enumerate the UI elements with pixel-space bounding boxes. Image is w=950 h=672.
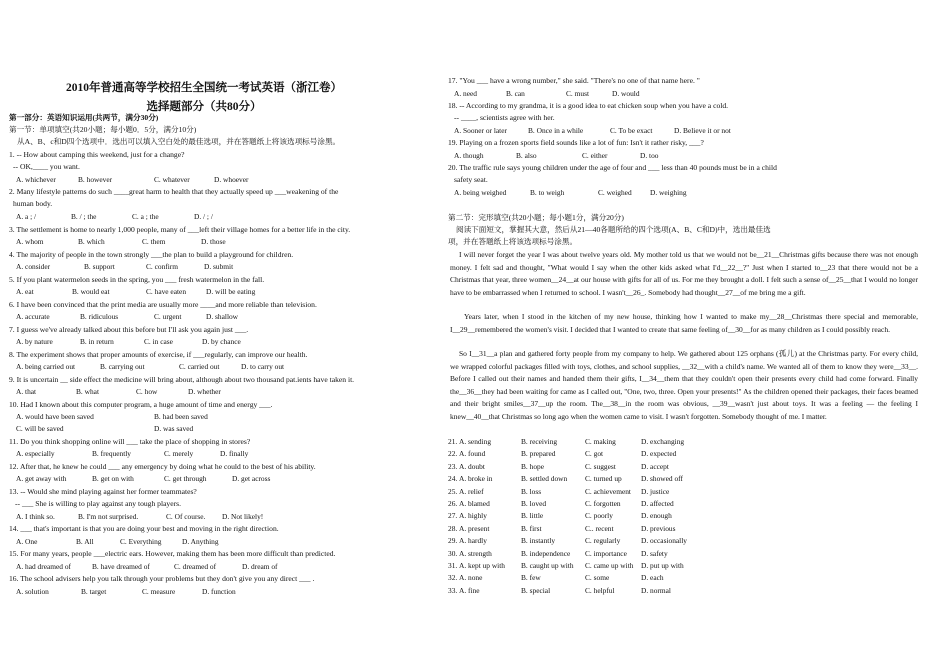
question-2-stem: 2. Many lifestyle patterns do such ____great harm to health that they actually speed up ___weakening of the — [9, 187, 339, 196]
section2-instruction-2: 项，并在答题纸上将该选项标号涂黑。 — [448, 237, 578, 246]
option[interactable]: A. I think so. — [16, 512, 55, 521]
option[interactable]: C. Of course. — [166, 512, 206, 521]
option[interactable]: D. too — [640, 151, 659, 160]
option[interactable]: A. eat — [16, 287, 34, 296]
question-8-stem: 8. The experiment shows that proper amounts of exercise, if ___regularly, can improve our health. — [9, 350, 308, 359]
option[interactable]: D. normal — [641, 585, 671, 595]
option[interactable]: A. accurate — [16, 312, 50, 321]
passage-paragraph-3: So I__31__a plan and gathered forty people from my company to help. We gathered about 125 orphans (孤儿) at the Christmas party. For every child, we wrapped colorful packages filled with toys, clothes, and school supplies, __32__with a child's name. We wanted all of them to know they were__33__. Before I called out their names and handed them their gifts, I__34__them that they couldn't open their presents every child had come forward. Finally the__36__they had been waiting for came as I called out, "One, two, three. Open your presents!" As the children opened their packages, their faces beamed and their bright smiles__37__up the room. The__38__in the room was obvious, __39__wasn't just about toys. It was a feeling — the feeling I knew__40__that Christmas so long ago when the women came to visit. I wasn't forgotten. Somebody thought of me. I matter. — [450, 349, 918, 421]
question-15-stem: 15. For many years, people ___electric ears. However, making them has been more difficult than predicted. — [9, 549, 336, 558]
option[interactable]: D. each — [641, 573, 664, 583]
page-title: 2010年普通高等学校招生全国统一考试英语（浙江卷） — [66, 82, 342, 94]
option[interactable]: C. urgent — [154, 312, 182, 321]
option[interactable]: C. must — [566, 89, 589, 98]
question-13-stem-2: -- ___ She is willing to play against any tough players. — [15, 499, 181, 508]
option[interactable]: A. relief — [459, 486, 484, 496]
option[interactable]: B. also — [516, 151, 537, 160]
option[interactable]: A. need — [454, 89, 477, 98]
question-18-stem: 18. -- According to my grandma, it is a good idea to eat chicken soup when you have a cold. — [448, 101, 729, 110]
option[interactable]: C. have eaten — [146, 287, 187, 296]
option[interactable]: A. though — [454, 151, 484, 160]
option[interactable]: A. a ; / — [16, 212, 37, 221]
question-10-stem: 10. Had I known about this computer program, a huge amount of time and energy ___. — [9, 400, 273, 409]
question-12-stem: 12. After that, he knew he could ___ any emergency by doing what he could to the best of his ability. — [9, 462, 316, 471]
option[interactable]: D. shallow — [206, 312, 239, 321]
option[interactable]: C. how — [136, 387, 158, 396]
option[interactable]: A. solution — [16, 587, 49, 596]
option[interactable]: A. being weighed — [454, 188, 507, 197]
option[interactable]: A. doubt — [459, 461, 485, 471]
option[interactable]: A. whom — [16, 237, 44, 246]
question-1-stem: 1. -- How about camping this weekend, just for a change? — [9, 150, 185, 159]
option[interactable]: B. what — [76, 387, 99, 396]
option[interactable]: A. especially — [16, 449, 55, 458]
option[interactable]: A. get away with — [16, 474, 67, 483]
option[interactable]: B. ridiculous — [80, 312, 119, 321]
option[interactable]: D. showed off — [641, 474, 683, 484]
cloze-number: 30. — [448, 548, 458, 558]
cloze-number: 33. — [448, 585, 458, 595]
option[interactable]: A. Sooner or later — [454, 126, 507, 135]
page-subtitle: 选择题部分（共80分） — [146, 101, 262, 113]
option[interactable]: A. whichever — [16, 175, 56, 184]
option[interactable]: C. carried out — [179, 362, 220, 371]
option[interactable]: C. either — [582, 151, 608, 160]
question-3-stem: 3. The settlement is home to nearly 1,000 people, many of ___left their village homes for a better life in the city. — [9, 225, 351, 234]
option[interactable]: D. Believe it or not — [674, 126, 731, 135]
option[interactable]: C. them — [142, 237, 166, 246]
question-16-stem: 16. The school advisers help you talk through your problems but they don't give you any direct ___ . — [9, 574, 315, 583]
option[interactable]: D. safety — [641, 548, 668, 558]
option[interactable]: A. consider — [16, 262, 51, 271]
option[interactable]: D. previous — [641, 523, 676, 533]
cloze-number: 21. — [448, 437, 458, 446]
option[interactable]: C. whatever — [154, 175, 190, 184]
cloze-number: 29. — [448, 536, 458, 546]
option[interactable]: D. weighing — [650, 188, 687, 197]
option[interactable]: D. will be eating — [206, 287, 256, 296]
option[interactable]: D. put up with — [641, 561, 684, 570]
option[interactable]: A. by nature — [16, 337, 53, 346]
option[interactable]: B. target — [81, 587, 107, 596]
passage-paragraph-2: Years later, when I stood in the kitchen of my new house, thinking how I wanted to make my__28__Christmas there special and memorable, I__29__remembered the women's visit. I decided that I wanted to create that same feeling of__30__for as many children as I could possibly reach. — [450, 312, 918, 334]
option[interactable]: C. a ; the — [132, 212, 159, 221]
option[interactable]: D. / ; / — [194, 212, 213, 221]
section1-heading: 第一节：单项填空(共20小题；每小题0．5分，满分10分) — [9, 125, 197, 134]
question-4-stem: 4. The majority of people in the town strongly ___the plan to build a playground for children. — [9, 250, 294, 259]
question-7-stem: 7. I guess we've already talked about this before but I'll ask you again just ___. — [9, 325, 249, 334]
option[interactable]: B. have dreamed of — [92, 562, 150, 571]
option[interactable]: D. affected — [641, 499, 674, 508]
option[interactable]: D. whoever — [214, 175, 249, 184]
option[interactable]: B. had been saved — [154, 412, 208, 421]
option[interactable]: C. making — [585, 437, 616, 446]
option[interactable]: A. found — [459, 449, 486, 459]
option[interactable]: A. blamed — [459, 499, 490, 508]
option[interactable]: C.. recent — [585, 523, 614, 533]
section2-instruction: 阅读下面短文，掌握其大意，然后从21—40各题所给的四个选项(A、B、C和D)中，选出最佳选 — [456, 225, 771, 234]
option[interactable]: D. finally — [220, 449, 249, 458]
option[interactable]: C. confirm — [146, 262, 179, 271]
cloze-number: 28. — [448, 523, 458, 533]
option[interactable]: C. dreamed of — [174, 562, 217, 571]
option[interactable]: A. none — [459, 573, 483, 583]
option[interactable]: B. to weigh — [530, 188, 565, 197]
option[interactable]: B. few — [521, 573, 541, 583]
part1-heading: 第一部分：英语知识运用(共两节，满分30分) — [9, 113, 159, 122]
option[interactable]: A. broke in — [459, 474, 493, 484]
passage-paragraph-1: I will never forget the year I was about twelve years old. My mother told us that we would not be__21__Christmas gifts because there was not enough money. I felt sad and thought, "What would I say when the other kids asked what I'd__22__?" Just when I started to__23 that there would not be a Christmas that year, three women__24__at our house with gifts for all of us. For me they brought a doll. I felt such a sense of__25__that I would no longer have to be embarrassed when I returned to school. I wasn't__26_. Somebody had thought__27__of me bring me a gift. — [450, 250, 918, 297]
cloze-number: 27. — [448, 511, 458, 521]
option[interactable]: C. measure — [142, 587, 176, 596]
option[interactable]: B. Once in a while — [528, 126, 584, 135]
option[interactable]: A. hardly — [459, 536, 487, 546]
cloze-number: 31. — [448, 561, 458, 570]
option[interactable]: A. strength — [459, 548, 492, 558]
option[interactable]: D. whether — [188, 387, 221, 396]
option[interactable]: C. suggest — [585, 461, 616, 471]
option[interactable]: D. accept — [641, 461, 669, 471]
option[interactable]: D. get across — [232, 474, 271, 483]
option[interactable]: A. sending — [459, 437, 492, 446]
option[interactable]: B. / ; the — [71, 212, 97, 221]
option[interactable]: D. function — [202, 587, 236, 596]
option[interactable]: C. some — [585, 573, 610, 583]
option[interactable]: A. that — [16, 387, 37, 396]
option[interactable]: A. present — [459, 523, 490, 533]
option[interactable]: C. will be saved — [16, 424, 64, 433]
option[interactable]: D. to carry out — [241, 362, 285, 371]
option[interactable]: B. All — [76, 537, 94, 546]
question-5-stem: 5. If you plant watermelon seeds in the spring, you ___ fresh watermelon in the fall. — [9, 275, 265, 284]
option[interactable]: C. came up with — [585, 561, 634, 570]
option[interactable]: B. instantly — [521, 536, 556, 546]
option[interactable]: D. those — [201, 237, 226, 246]
option[interactable]: B. independence — [521, 548, 571, 558]
option[interactable]: A. would have been saved — [16, 412, 94, 421]
option[interactable]: B. support — [84, 262, 115, 271]
cloze-number: 24. — [448, 474, 458, 484]
option[interactable]: B. however — [78, 175, 113, 184]
option[interactable]: B. settled down — [521, 474, 568, 484]
question-1-stem-2: -- OK,____ you want. — [13, 162, 80, 171]
option[interactable]: C. achievement — [585, 486, 631, 496]
cloze-number: 22. — [448, 449, 458, 459]
option[interactable]: C. forgotten — [585, 499, 621, 508]
option[interactable]: B. in return — [80, 337, 114, 346]
option[interactable]: C. merely — [164, 449, 194, 458]
cloze-number: 32. — [448, 573, 458, 583]
option[interactable]: C. importance — [585, 548, 627, 558]
option[interactable]: C. helpful — [585, 585, 615, 595]
section1-instruction: 从A、B、c和D四个选项中．选出可以填入空白处的最佳选项，并在答题纸上将该选项标号涂黑。 — [17, 137, 341, 146]
question-11-stem: 11. Do you think shopping online will ___ take the place of shopping in stores? — [9, 437, 251, 446]
question-13-stem: 13. -- Would she mind playing against her former teammates? — [9, 487, 197, 496]
option[interactable]: B. first — [521, 523, 542, 533]
section2-heading: 第二节：完形填空(共20小题；每小题1分，满分20分) — [448, 213, 624, 222]
question-20-stem-2: safety seat. — [454, 175, 488, 184]
option[interactable]: B. loss — [521, 486, 542, 496]
question-18-stem-2: -- ____, scientists agree with her. — [454, 113, 555, 122]
option[interactable]: A. kept up with — [459, 561, 505, 570]
option[interactable]: D. Not likely! — [222, 512, 264, 521]
option[interactable]: B. caught up with — [521, 561, 574, 570]
option[interactable]: B. I'm not surprised. — [78, 512, 139, 521]
option[interactable]: B. would eat — [72, 287, 110, 296]
cloze-number: 23. — [448, 461, 458, 471]
option[interactable]: D. Anything — [182, 537, 219, 546]
option[interactable]: B. hope — [521, 461, 544, 471]
option[interactable]: D. submit — [204, 262, 234, 271]
question-17-stem: 17. "You ___ have a wrong number," she said. "There's no one of that name here. " — [448, 76, 700, 85]
option[interactable]: C. get through — [164, 474, 207, 483]
question-20-stem: 20. The traffic rule says young children under the age of four and ___ less than 40 pounds must be in a child — [448, 163, 777, 172]
question-2-stem-2: human body. — [13, 199, 53, 208]
option[interactable]: A. fine — [459, 585, 480, 595]
option[interactable]: B. loved — [521, 499, 547, 508]
option[interactable]: B. receiving — [521, 437, 558, 446]
option[interactable]: B. which — [78, 237, 105, 246]
option[interactable]: C. poorly — [585, 511, 613, 521]
option[interactable]: D. by chance — [202, 337, 241, 346]
option[interactable]: A. being carried out — [16, 362, 76, 371]
option[interactable]: C. Everything — [120, 537, 162, 546]
option[interactable]: D. justice — [641, 486, 670, 496]
option[interactable]: A. One — [16, 537, 38, 546]
option[interactable]: D. dream of — [242, 562, 278, 571]
option[interactable]: B. get on with — [92, 474, 134, 483]
option[interactable]: A. had dreamed of — [16, 562, 71, 571]
cloze-number: 25. — [448, 486, 458, 496]
option[interactable]: D. was saved — [154, 424, 194, 433]
option[interactable]: D. expected — [641, 449, 677, 459]
option[interactable]: B. special — [521, 585, 551, 595]
option[interactable]: C. turned up — [585, 474, 622, 484]
option[interactable]: D. exchanging — [641, 437, 685, 446]
question-14-stem: 14. ___ that's important is that you are doing your best and moving in the right direction. — [9, 524, 279, 533]
option[interactable]: B. frequently — [92, 449, 131, 458]
cloze-number: 26. — [448, 499, 458, 508]
option[interactable]: C. To be exact — [610, 126, 653, 135]
option[interactable]: D. would — [612, 89, 640, 98]
option[interactable]: B. little — [521, 511, 544, 521]
option[interactable]: C. regularly — [585, 536, 621, 546]
option[interactable]: B. can — [506, 89, 525, 98]
option[interactable]: C. weighed — [598, 188, 632, 197]
question-19-stem: 19. Playing on a frozen sports field sounds like a lot of fun: Isn't it rather risky, ___? — [448, 138, 704, 147]
option[interactable]: B. carrying out — [100, 362, 145, 371]
option[interactable]: C. in case — [144, 337, 173, 346]
option[interactable]: A. highly — [459, 511, 487, 521]
option[interactable]: D. enough — [641, 511, 672, 521]
question-9-stem: 9. It is uncertain __ side effect the medicine will bring about, although about two thousand pat.ients have taken it. — [9, 375, 355, 384]
option[interactable]: D. occasionally — [641, 536, 687, 546]
option[interactable]: B. prepared — [521, 449, 556, 459]
option[interactable]: C. got — [585, 449, 604, 459]
question-6-stem: 6. I have been convinced that the print media are usually more ____and more reliable than television. — [9, 300, 317, 309]
